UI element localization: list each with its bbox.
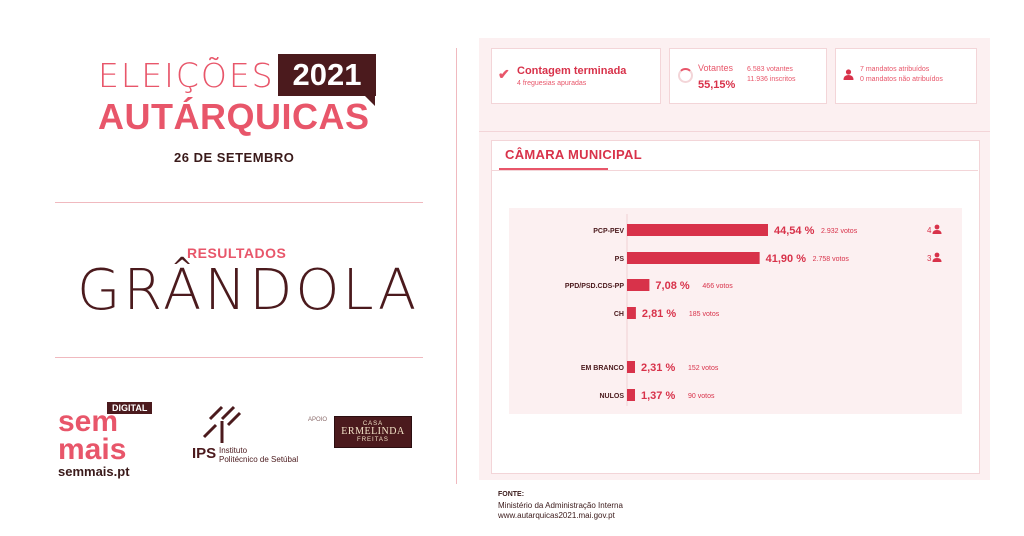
semmais-url: semmais.pt	[58, 464, 130, 479]
votes-label: 185 votos	[688, 311, 720, 318]
seats-label: 3	[927, 254, 932, 263]
category-label: CH	[613, 311, 624, 318]
category-label: PPD/PSD.CDS-PP	[564, 283, 624, 290]
results-label: RESULTADOS	[187, 245, 287, 261]
turnout-percent: 55,15%	[698, 79, 736, 91]
category-label: NULOS	[599, 393, 624, 400]
value-label: 41,90 %	[765, 253, 807, 265]
votes-label: 90 votos	[688, 393, 715, 400]
apoio-label: APOIO	[308, 417, 328, 423]
bar	[627, 224, 768, 236]
source-url[interactable]: www.autarquicas2021.mai.gov.pt	[498, 511, 615, 520]
seats-unassigned: 0 mandatos não atribuídos	[860, 76, 943, 83]
source-label: FONTE:	[498, 491, 525, 498]
votes-label: 152 votos	[688, 365, 719, 372]
check-icon: ✔	[498, 66, 510, 82]
parishes-counted: 4 freguesias apuradas	[517, 80, 587, 87]
voters-count: 6.583 votantes	[747, 66, 793, 73]
votes-label: 2.758 votos	[812, 256, 849, 263]
semmais-logo-line2: mais	[58, 433, 127, 466]
casa-line3: FREITAS	[357, 437, 389, 443]
ips-short-name: IPS	[192, 445, 217, 462]
category-label: EM BRANCO	[580, 365, 624, 372]
value-label: 2,81 %	[641, 308, 677, 320]
bar	[627, 389, 635, 401]
seat-person-icon	[935, 253, 940, 258]
bar	[627, 361, 635, 373]
casa-line2: ERMELINDA	[341, 426, 405, 437]
title-autarquicas: AUTÁRQUICAS	[98, 96, 370, 137]
semmais-digital-tag: DIGITAL	[107, 402, 152, 414]
casa-line1: CASA	[362, 421, 384, 427]
category-label: PCP-PEV	[593, 228, 624, 235]
bar	[627, 252, 760, 264]
election-date: 26 DE SETEMBRO	[174, 150, 295, 165]
year-badge: 2021	[278, 54, 376, 96]
voters-label: Votantes	[698, 63, 734, 73]
value-label: 7,08 %	[655, 280, 690, 292]
value-label: 44,54 %	[774, 225, 815, 237]
semmais-logo-line1: sem	[58, 405, 119, 438]
category-label: PS	[614, 256, 624, 263]
value-label: 1,37 %	[641, 390, 676, 402]
seat-person-icon	[935, 225, 940, 230]
seat-person-icon	[933, 258, 942, 262]
tab-camara-municipal[interactable]: CÂMARA MUNICIPAL	[505, 147, 642, 162]
registered-count: 11.936 inscritos	[747, 76, 796, 83]
count-status: Contagem terminada	[517, 65, 627, 77]
city-name: GRÂNDOLA	[77, 258, 420, 323]
source-name: Ministério da Administração Interna	[498, 501, 623, 510]
seats-assigned: 7 mandatos atribuídos	[860, 66, 930, 73]
ips-line1: Instituto	[219, 446, 248, 455]
ips-line2: Politécnico de Setúbal	[219, 455, 299, 464]
votes-label: 466 votos	[702, 283, 733, 290]
votes-label: 2.932 votos	[821, 228, 858, 235]
seat-person-icon	[933, 230, 942, 234]
value-label: 2,31 %	[641, 362, 676, 374]
bar	[627, 279, 649, 291]
title-eleicoes: ELEIÇÕES	[98, 56, 275, 95]
bar	[627, 307, 636, 319]
seats-label: 4	[927, 226, 932, 235]
